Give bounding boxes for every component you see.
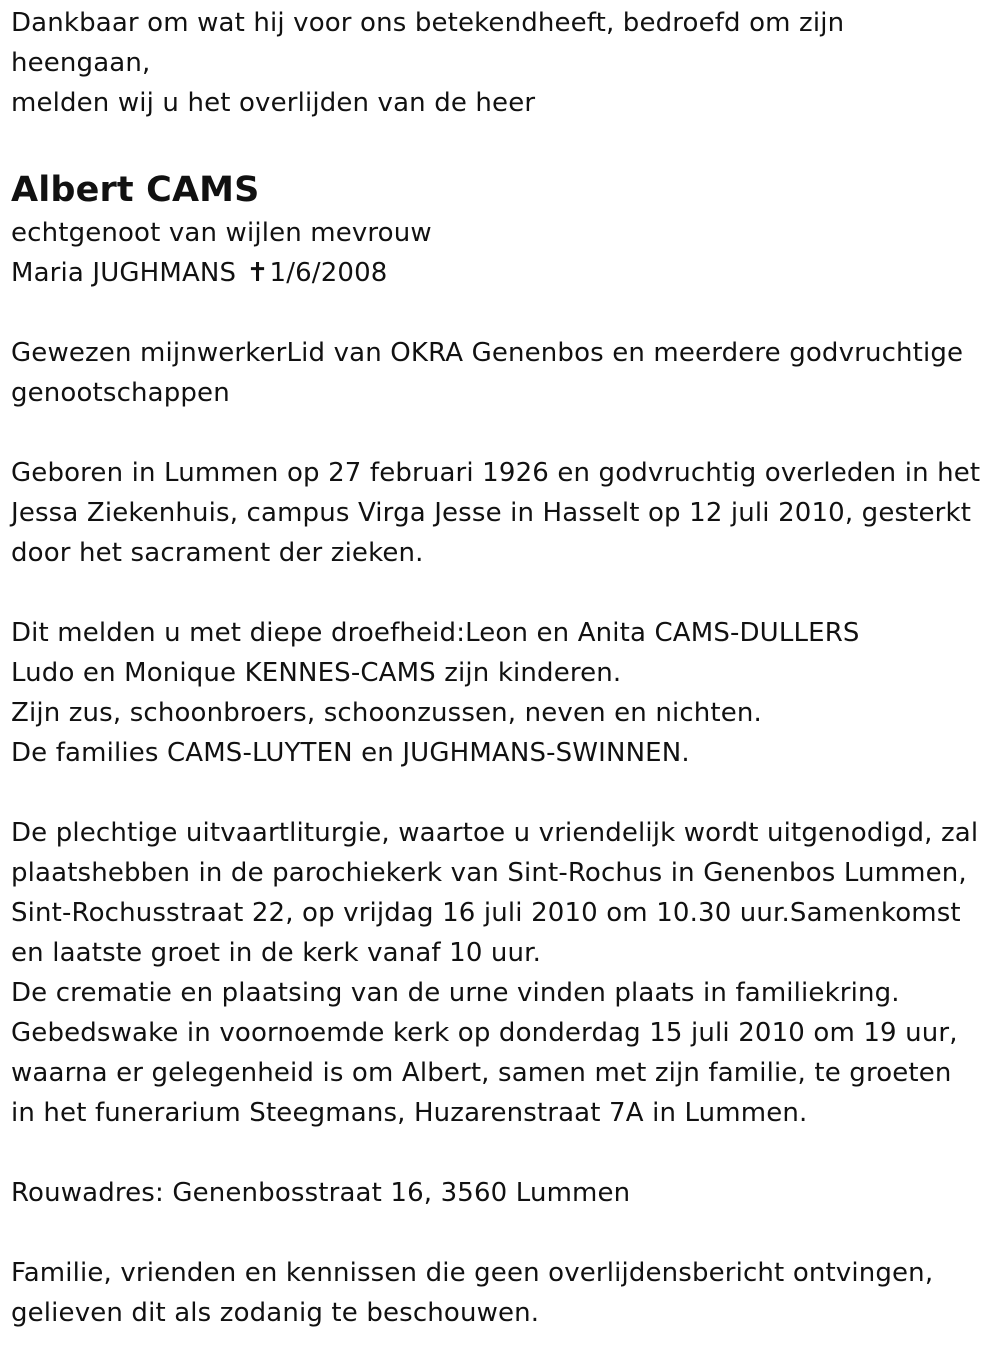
spouse-death-date: 1/6/2008 — [269, 258, 388, 288]
occupation-paragraph — [11, 333, 991, 413]
deceased-block — [11, 165, 991, 293]
obituary-notice — [11, 3, 991, 1333]
closing-line-2: gelieven dit als zodanig te beschouwen. — [11, 1298, 540, 1328]
funeral-line-2: plaatshebben in de parochiekerk van Sint-Rochus in Genenbos Lummen, — [11, 858, 967, 888]
funeral-line-4: en laatste groet in de kerk vanaf 10 uur. — [11, 938, 542, 968]
family-line-2: Ludo en Monique KENNES-CAMS zijn kinderen. — [11, 658, 622, 688]
family-paragraph — [11, 613, 991, 773]
cross-icon: ✝ — [246, 258, 269, 288]
spacer — [11, 773, 991, 813]
occupation-line-2: genootschappen — [11, 378, 230, 408]
birth-death-line-3: door het sacrament der zieken. — [11, 538, 424, 568]
funeral-line-3: Sint-Rochusstraat 22, op vrijdag 16 juli 2010 om 10.30 uur.Samenkomst — [11, 898, 961, 928]
intro-line-2: heengaan, — [11, 48, 151, 78]
spacer — [11, 413, 991, 453]
spouse-name: Maria JUGHMANS — [11, 258, 237, 288]
spouse-name-line — [11, 253, 991, 293]
occupation-line-1: Gewezen mijnwerkerLid van OKRA Genenbos en meerdere godvruchtige — [11, 338, 964, 368]
spouse-line: echtgenoot van wijlen mevrouw — [11, 218, 432, 248]
mourning-address: Rouwadres: Genenbosstraat 16, 3560 Lummen — [11, 1178, 631, 1208]
funeral-line-5: De crematie en plaatsing van de urne vinden plaats in familiekring. — [11, 978, 900, 1008]
family-line-1: Dit melden u met diepe droefheid:Leon en Anita CAMS-DULLERS — [11, 618, 860, 648]
family-line-4: De families CAMS-LUYTEN en JUGHMANS-SWINNEN. — [11, 738, 690, 768]
intro-line-1: Dankbaar om wat hij voor ons betekendheeft, bedroefd om zijn — [11, 8, 845, 38]
funeral-line-7: waarna er gelegenheid is om Albert, samen met zijn familie, te groeten — [11, 1058, 952, 1088]
intro-paragraph — [11, 3, 991, 123]
spacer — [11, 293, 991, 333]
birth-death-paragraph — [11, 453, 991, 573]
funeral-line-1: De plechtige uitvaartliturgie, waartoe u vriendelijk wordt uitgenodigd, zal — [11, 818, 979, 848]
spacer — [11, 123, 991, 163]
family-line-3: Zijn zus, schoonbroers, schoonzussen, neven en nichten. — [11, 698, 762, 728]
intro-line-3: melden wij u het overlijden van de heer — [11, 88, 536, 118]
spacer — [11, 1213, 991, 1253]
funeral-line-8: in het funerarium Steegmans, Huzarenstraat 7A in Lummen. — [11, 1098, 808, 1128]
funeral-paragraph — [11, 813, 991, 1133]
spacer — [11, 573, 991, 613]
birth-death-line-1: Geboren in Lummen op 27 februari 1926 en godvruchtig overleden in het — [11, 458, 981, 488]
address-paragraph — [11, 1173, 991, 1213]
spacer — [11, 1133, 991, 1173]
birth-death-line-2: Jessa Ziekenhuis, campus Virga Jesse in Hasselt op 12 juli 2010, gesterkt — [11, 498, 972, 528]
funeral-line-6: Gebedswake in voornoemde kerk op donderdag 15 juli 2010 om 19 uur, — [11, 1018, 958, 1048]
deceased-name: Albert CAMS — [11, 170, 260, 210]
closing-paragraph — [11, 1253, 991, 1333]
closing-line-1: Familie, vrienden en kennissen die geen overlijdensbericht ontvingen, — [11, 1258, 934, 1288]
